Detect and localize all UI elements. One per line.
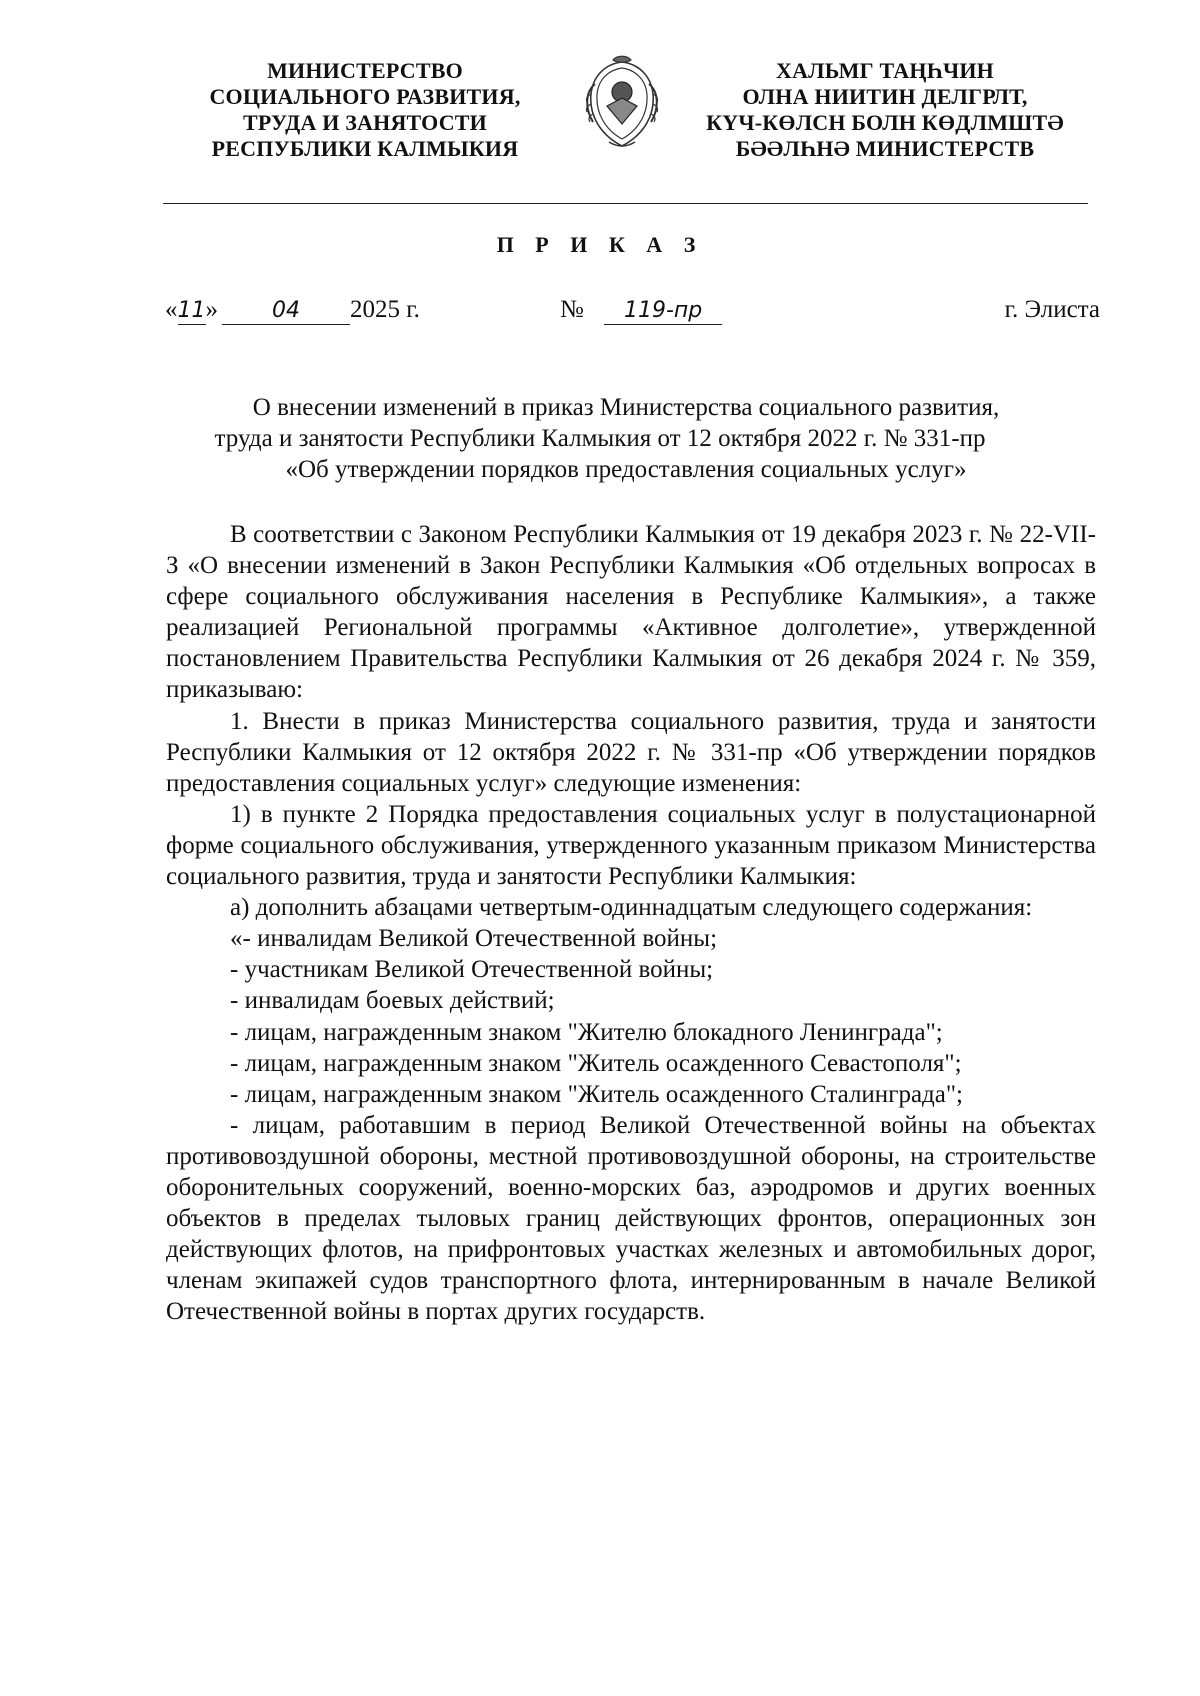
order-number [560, 296, 722, 325]
subpoint-a-paragraph: а) дополнить абзацами четвертым-одиннадцатым следующего содержания: [230, 894, 1033, 922]
order-body [166, 519, 1096, 1327]
document-type-title: П Р И К А З [496, 232, 704, 257]
subject-line: труда и занятости Республики Калмыкия от 12 октября 2022 г. № 331-пр [214, 425, 986, 452]
list-item: - лицам, награжденным знаком "Жителю блокадного Ленинграда"; [230, 1018, 943, 1046]
header-line: ОЛНА НИИТИН ДЕЛГРЛТ, [742, 84, 1028, 109]
subject-line: О внесении изменений в приказ Министерства социального развития, [252, 394, 1000, 421]
preamble-paragraph: В соответствии с Законом Республики Калмыкия от 19 декабря 2023 г. № 22-VII-З «О внесении изменений в Закон Республики Калмыкия «Об отдельных вопросах в сфере социального обслуживания населения в Республике Калмыкия», а также реализацией Региональной программы «Активное долголетие», утвержденной постановлением Правительства Республики Калмыкия от 26 декабря 2024 г. № 359, приказываю: [166, 521, 1096, 704]
subpoint-1-paragraph: 1) в пункте 2 Порядка предоставления социальных услуг в полустационарной форме социального обслуживания, утвержденного указанным приказом Министерства социального развития, труда и занятости Республики Калмыкия: [166, 800, 1096, 891]
ministry-name-kalmyk [670, 58, 1100, 162]
list-item-last: - лицам, работавшим в период Великой Отечественной войны на объектах противовоздушной обороны, местной противовоздушной обороны, на строительстве оборонительных сооружений, военно-морских баз, аэродромов и других военных объектов в пределах тыловых границ действующих фронтов, операционных зон действующих флотов, на прифронтовых участках железных и автомобильных дорог, членам экипажей судов транспортного флота, интернированным в начале Великой Отечественной войны в портах других государств. [166, 1111, 1096, 1326]
header-line: КҮЧ-КӨЛСН БОЛН КӨДЛМШТӘ [706, 110, 1064, 135]
number-value: 119-пр [604, 298, 722, 325]
list-item: - участникам Великой Отечественной войны; [230, 956, 714, 984]
point-1-paragraph: 1. Внести в приказ Министерства социального развития, труда и занятости Республики Калмыкия от 12 октября 2022 г. № 331-пр «Об утверждении порядков предоставления социальных услуг» следующие изменения: [166, 707, 1096, 797]
header-line: ТРУДА И ЗАНЯТОСТИ [243, 110, 487, 135]
order-meta [165, 296, 1100, 330]
coat-of-arms-icon [575, 54, 670, 154]
header-divider [163, 203, 1088, 204]
letterhead [160, 58, 1100, 168]
header-line: МИНИСТЕРСТВО [267, 58, 463, 83]
date-month: 04 [222, 298, 350, 325]
order-date [165, 296, 420, 325]
date-quote-open: « [165, 296, 178, 323]
header-line: РЕСПУБЛИКИ КАЛМЫКИЯ [211, 136, 519, 161]
header-line: БӘӘЛҺНӘ МИНИСТЕРСТВ [735, 136, 1035, 161]
date-year: 2025 г. [350, 296, 420, 323]
list-item: «- инвалидам Великой Отечественной войны; [230, 925, 718, 953]
list-item: - лицам, награжденным знаком "Житель осажденного Севастополя"; [230, 1049, 962, 1077]
list-item: - лицам, награжденным знаком "Житель осажденного Сталинграда"; [230, 1080, 964, 1108]
order-city: г. Элиста [1004, 296, 1100, 323]
number-label: № [560, 296, 584, 323]
ministry-name-russian [160, 58, 570, 162]
header-line: ХАЛЬМГ ТАҢҺЧИН [776, 58, 994, 83]
date-quote-close: » [205, 296, 218, 323]
header-line: СОЦИАЛЬНОГО РАЗВИТИЯ, [209, 84, 521, 109]
order-subject [0, 392, 1200, 485]
subject-line: «Об утверждении порядков предоставления социальных услуг» [285, 456, 967, 483]
date-day: 11 [177, 298, 206, 323]
list-item: - инвалидам боевых действий; [230, 987, 555, 1015]
